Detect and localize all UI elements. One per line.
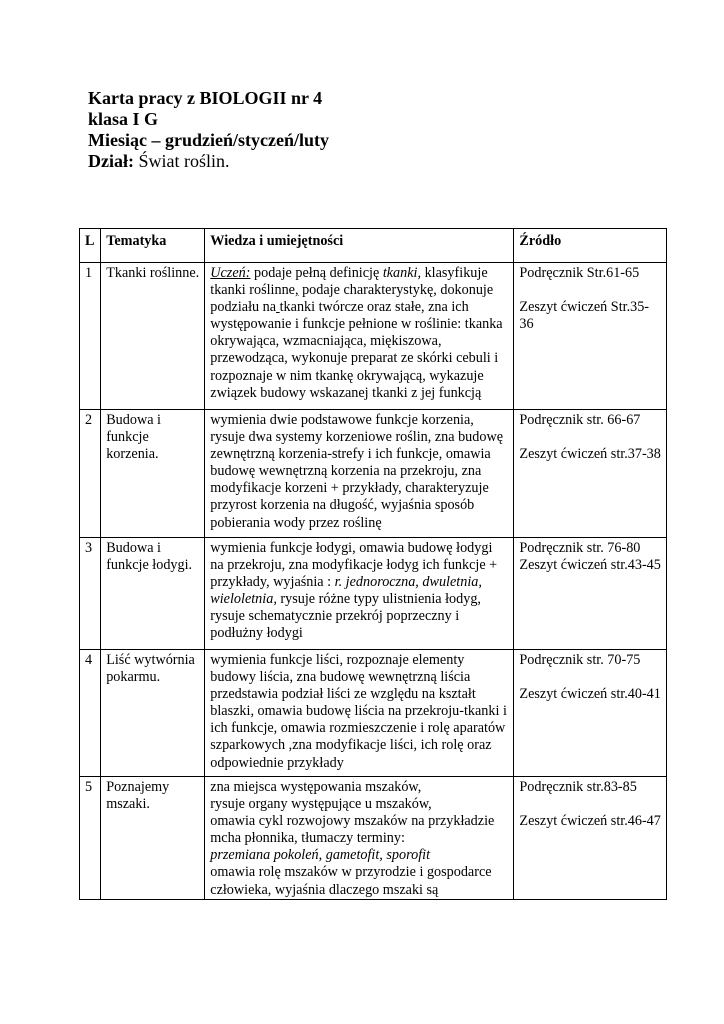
row-number: 1 — [80, 263, 101, 410]
source-textbook: Podręcznik str. 76-80 — [519, 540, 641, 556]
row-source — [514, 777, 667, 900]
row-number: 2 — [80, 410, 101, 538]
document-header — [88, 88, 329, 172]
row-topic: Budowa i funkcje korzenia. — [101, 410, 205, 538]
row-topic: Budowa i funkcje łodygi. — [101, 538, 205, 650]
class-label: klasa I G — [88, 109, 159, 129]
source-textbook: Podręcznik str. 66-67 — [519, 412, 641, 428]
row-knowledge: wymienia dwie podstawowe funkcje korzenia, rysuje dwa systemy korzeniowe roślin, zna budowę zewnętrzną korzenia-strefy i ich funkcje, omawia budowę wewnętrzną korzenia na przekroju, zna modyfikacje korzeni + przykłady, charakteryzuje przyrost korzenia na długość, wyjaśnia sposób pobierania wody przez roślinę — [205, 410, 514, 538]
column-header-topic: Tematyka — [101, 229, 205, 263]
table-row — [80, 263, 667, 410]
source-workbook: Zeszyt ćwiczeń str.40-41 — [519, 686, 661, 703]
table-row — [80, 538, 667, 650]
table-header-row — [80, 229, 667, 263]
column-header-number: L — [80, 229, 101, 263]
row-knowledge: Uczeń: podaje pełną definicję tkanki, klasyfikuje tkanki roślinne, podaje charakterystykę, dokonuje podziału na tkanki twórcze oraz stałe, zna ich występowanie i funkcje pełnione w roślinie: tkanka okrywająca, wzmacniająca, miękiszowa, przewodząca, wykonuje preparat ze skórki cebuli i rozpoznaje w nim tkankę okrywającą, wykazuje związek budowy wskazanej tkanki z jej funkcją — [205, 263, 514, 410]
source-textbook: Podręcznik str.83-85 — [519, 779, 637, 795]
source-textbook: Podręcznik Str.61-65 — [519, 265, 640, 281]
row-source — [514, 410, 667, 538]
section-line — [88, 151, 329, 172]
month-label: Miesiąc – grudzień/styczeń/luty — [88, 130, 329, 150]
row-source — [514, 650, 667, 777]
row-number: 3 — [80, 538, 101, 650]
row-topic: Poznajemy mszaki. — [101, 777, 205, 900]
row-knowledge: wymienia funkcje liści, rozpoznaje elementy budowy liścia, zna budowę wewnętrzną liścia przedstawia podział liści ze względu na kształt blaszki, omawia budowę liścia na przekroju-tkanki i ich funkcje, omawia rozmieszczenie i rolę aparatów szparkowych ,zna modyfikacje liści, ich rolę oraz odpowiednie przykłady — [205, 650, 514, 777]
column-header-source: Źródło — [514, 229, 667, 263]
row-topic: Tkanki roślinne. — [101, 263, 205, 410]
section-label: Dział: — [88, 151, 134, 171]
student-label: Uczeń: — [210, 265, 251, 281]
row-number: 5 — [80, 777, 101, 900]
source-textbook: Podręcznik str. 70-75 — [519, 652, 641, 668]
source-workbook: Zeszyt ćwiczeń str.46-47 — [519, 813, 661, 830]
worksheet-table — [79, 228, 667, 900]
document-title: Karta pracy z BIOLOGII nr 4 — [88, 88, 323, 108]
section-value: Świat roślin. — [133, 151, 230, 171]
row-knowledge: wymienia funkcje łodygi, omawia budowę łodygi na przekroju, zna modyfikacje łodyg ich funkcje + przykłady, wyjaśnia : r. jednoroczna, dwuletnia, wieloletnia, rysuje różne typy ulistnienia łodyg, rysuje schematycznie przekrój poprzeczny i podłużny łodygi — [205, 538, 514, 650]
row-topic: Liść wytwórnia pokarmu. — [101, 650, 205, 777]
row-source — [514, 538, 667, 650]
row-number: 4 — [80, 650, 101, 777]
table-row — [80, 410, 667, 538]
table-row — [80, 650, 667, 777]
source-workbook: Zeszyt ćwiczeń Str.35-36 — [519, 299, 650, 333]
column-header-knowledge: Wiedza i umiejętności — [205, 229, 514, 263]
row-source — [514, 263, 667, 410]
table-row — [80, 777, 667, 900]
source-workbook: Zeszyt ćwiczeń str.43-45 — [519, 557, 661, 574]
row-knowledge: zna miejsca występowania mszaków, rysuje organy występujące u mszaków, omawia cykl rozwojowy mszaków na przykładzie mcha płonnika, tłumaczy terminy: przemiana pokoleń, gametofit, sporofit omawia rolę mszaków w przyrodzie i gospodarce człowieka, wyjaśnia dlaczego mszaki są — [205, 777, 514, 900]
source-workbook: Zeszyt ćwiczeń str.37-38 — [519, 446, 661, 463]
